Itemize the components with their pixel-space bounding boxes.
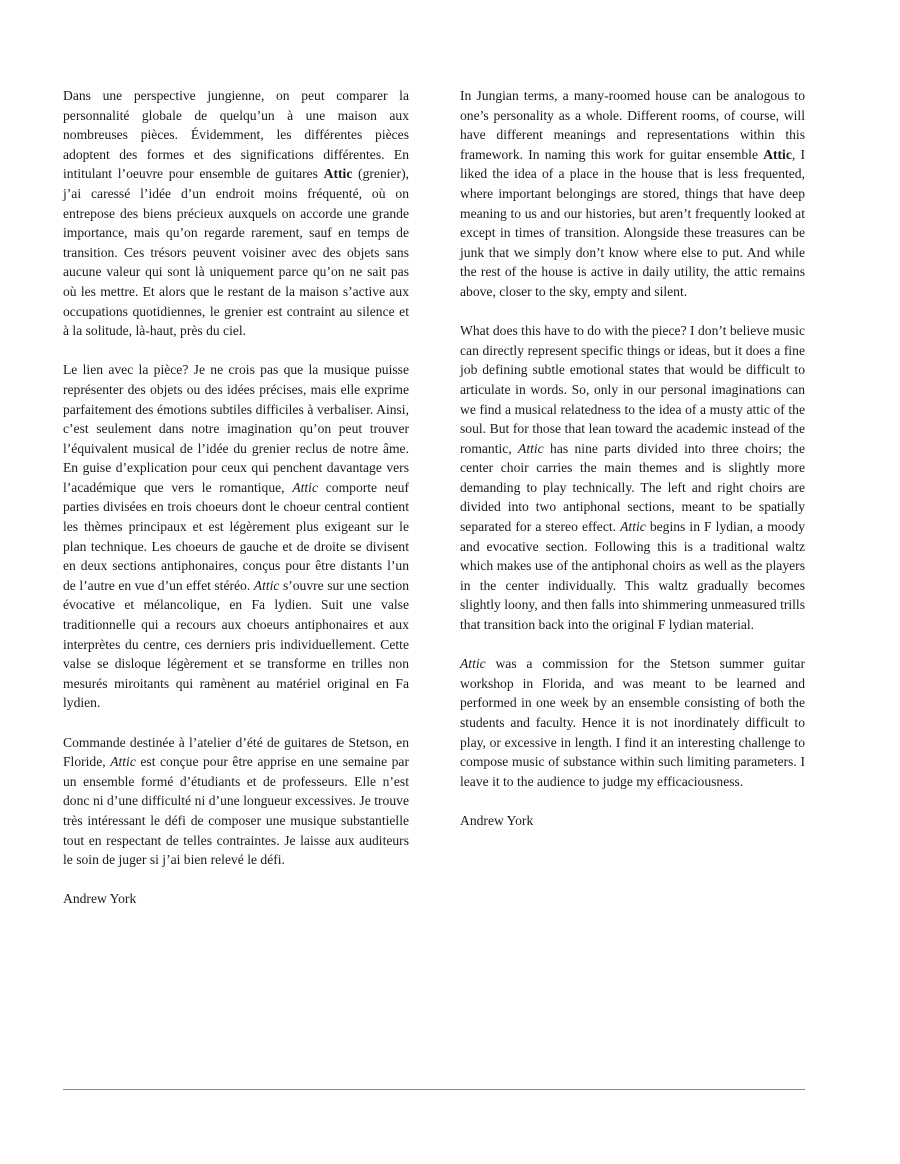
french-column [63, 86, 409, 929]
text-run: (grenier), j’ai caressé l’idée d’un endroit moins fréquenté, où on entrepose des biens précieux auxquels on accorde une grande importance, mais qu’on regarde rarement, sauf en temps de transition. Ces trésors peuvent voisiner avec des objets sans aucune valeur qui sont là uniquement parce qu’on ne sait pas où les mettre. Et alors que le restant de la maison s’active aux occupations quotidiennes, le grenier est contraint au silence et à la solitude, là-haut, près du ciel. [63, 166, 409, 339]
title-italic: Attic [620, 519, 646, 535]
english-paragraph-1 [460, 86, 805, 302]
text-run: comporte neuf parties divisées en trois choeurs dont le choeur central contient les thèmes principaux et est légèrement plus exigeant sur le plan technique. Les choeurs de gauche et de droite se divisent en deux sections antiphonaires, conçus pour être distants l’un de l’autre en vue d’un effet stéréo. [63, 479, 409, 593]
french-paragraph-1 [63, 86, 409, 341]
text-run: What does this have to do with the piece? I don’t believe music can directly represent specific things or ideas, but it does a fine job defining subtle emotional states that would be difficult to articulate in words. So, only in our personal imaginations can we find a musical relatedness to the idea of a musty attic of the soul. But for those that lean toward the academic instead of the romantic, [460, 323, 805, 456]
text-run: Dans une perspective jungienne, on peut comparer la personnalité globale de quelqu’un à une maison aux nombreuses pièces. Évidemment, les différentes pièces adoptent des formes et des significations différentes. En intitulant l’oeuvre pour ensemble de guitares [63, 88, 409, 182]
french-signature: Andrew York [63, 891, 137, 907]
english-signature: Andrew York [460, 812, 534, 828]
text-run: est conçue pour être apprise en une semaine par un ensemble formé d’étudiants et de professeurs. Elle n’est donc ni d’une difficulté ni d’une longueur excessives. Je trouve très intéressant le défi de composer une musique substantielle tout en respectant de telles contraintes. Je laisse aux auditeurs le soin de juger si j’ai bien relevé le défi. [63, 754, 409, 868]
text-run: s’ouvre sur une section évocative et mélancolique, en Fa lydien. Suit une valse traditionnelle qui a recours aux choeurs antiphonaires et aux interprètes du centre, ces derniers pris individuellement. Cette valse se disloque légèrement et se transforme en trilles non mesurés miroitants qui ramènent au matériel original en Fa lydien. [63, 577, 409, 711]
text-run: was a commission for the Stetson summer guitar workshop in Florida, and was meant to be learned and performed in one week by an ensemble consisting of both the students and faculty. Hence it is not inordinately difficult to play, or excessive in length. I find it an interesting challenge to compose music of substance within such limiting parameters. I leave it to the audience to judge my efficaciousness. [460, 656, 805, 789]
title-italic: Attic [460, 656, 486, 672]
title-italic: Attic [292, 479, 318, 495]
text-run: In Jungian terms, a many-roomed house can be analogous to one’s personality as a whole. Different rooms, of course, will have different meanings and representations within this framework. In naming this work for guitar ensemble [460, 88, 805, 162]
title-bold: Attic [323, 166, 353, 182]
text-run: Commande destinée à l’atelier d’été de guitares de Stetson, en Floride, [63, 734, 409, 770]
text-run: , I liked the idea of a place in the house that is less frequented, where important belongings are stored, things that have deep meaning to us and our histories, but aren’t frequently looked at except in times of transition. Alongside these treasures can be junk that we simply don’t know where else to put. And while the rest of the house is active in daily utility, the attic remains above, closer to the sky, empty and silent. [460, 146, 805, 299]
english-column [460, 86, 805, 850]
english-paragraph-2 [460, 321, 805, 635]
footer-rule [63, 1089, 805, 1090]
english-paragraph-3 [460, 654, 805, 791]
text-run: Le lien avec la pièce? Je ne crois pas que la musique puisse représenter des objets ou des idées précises, mais elle exprime parfaitement des émotions subtiles difficiles à verbaliser. Ainsi, c’est seulement dans notre imagination qu’on peut trouver l’équivalent musical de l’idée du grenier reclus de notre âme. En guise d’explication pour ceux qui penchent davantage vers l’académique que vers le romantique, [63, 362, 409, 495]
title-italic: Attic [518, 440, 544, 456]
french-paragraph-2 [63, 360, 409, 713]
title-italic: Attic [110, 754, 136, 770]
title-italic: Attic [253, 577, 280, 593]
text-run: begins in F lydian, a moody and evocative section. Following this is a traditional waltz which makes use of the antiphonal choirs as well as the players in the center individually. This waltz gradually becomes slightly loony, and then falls into shimmering unmeasured trills that transition back into the original F lydian material. [460, 519, 805, 633]
text-run: has nine parts divided into three choirs; the center choir carries the main themes and is slightly more demanding to play technically. The left and right choirs are divided into two antiphonal sections, meant to be spatially separated for a stereo effect. [460, 440, 805, 535]
title-bold: Attic [763, 146, 792, 162]
french-paragraph-3 [63, 733, 409, 870]
